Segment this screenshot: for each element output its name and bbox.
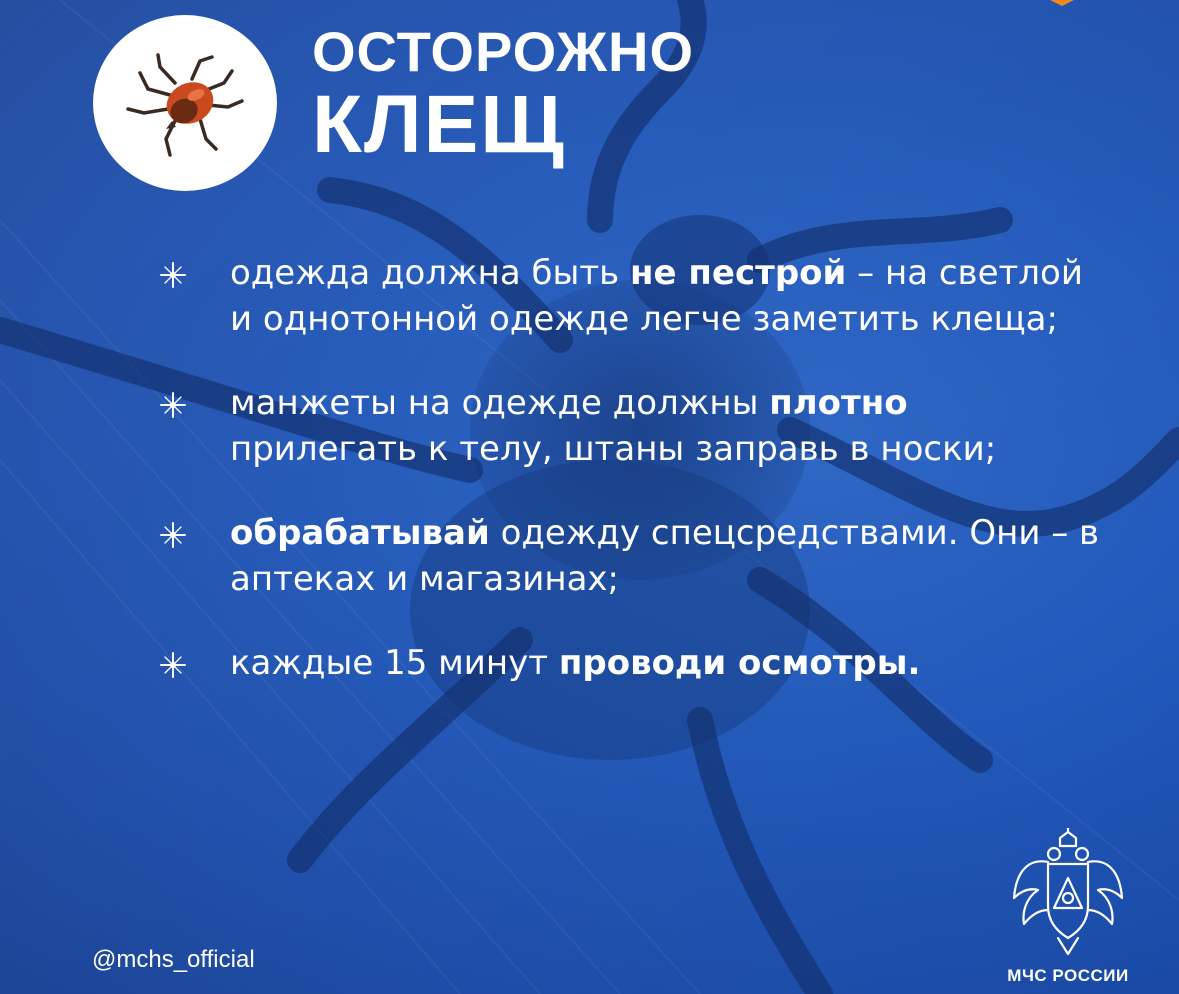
mchs-emblem-icon bbox=[1008, 828, 1128, 958]
org-label: МЧС РОССИИ bbox=[1007, 966, 1129, 985]
tip-emphasis: обрабатывай bbox=[230, 513, 490, 553]
tip-text: одежду спецсредствами. Они – в аптеках и магазинах; bbox=[230, 513, 1100, 599]
tip-item bbox=[160, 510, 1100, 602]
tip-text: прилегать к телу, штаны заправь в носки; bbox=[230, 429, 997, 469]
tips-list bbox=[160, 250, 1100, 686]
tip-text: манжеты на одежде должны bbox=[230, 383, 770, 423]
tip-emphasis: плотно bbox=[769, 383, 908, 423]
tip-item bbox=[160, 640, 1100, 686]
sparkle-icon bbox=[160, 522, 186, 548]
sparkle-icon bbox=[160, 262, 186, 288]
tip-text: одежда должна быть bbox=[230, 253, 631, 293]
tick-logo bbox=[93, 15, 277, 191]
sparkle-icon bbox=[160, 652, 186, 678]
title-line-2: КЛЕЩ bbox=[312, 79, 566, 170]
tip-item bbox=[160, 380, 1100, 472]
tip-text: – на светлой и однотонной одежде легче заметить клеща; bbox=[230, 253, 1083, 339]
tip-text: каждые 15 минут bbox=[230, 643, 559, 683]
title-line-1: ОСТОРОЖНО bbox=[312, 20, 695, 83]
social-handle: @mchs_official bbox=[92, 946, 255, 973]
tip-emphasis: не пестрой bbox=[630, 253, 847, 293]
tip-item bbox=[160, 250, 1100, 342]
tick-icon bbox=[120, 43, 250, 163]
sparkle-icon bbox=[160, 392, 186, 418]
tip-emphasis: проводи осмотры. bbox=[558, 643, 921, 683]
page-title bbox=[312, 20, 695, 170]
